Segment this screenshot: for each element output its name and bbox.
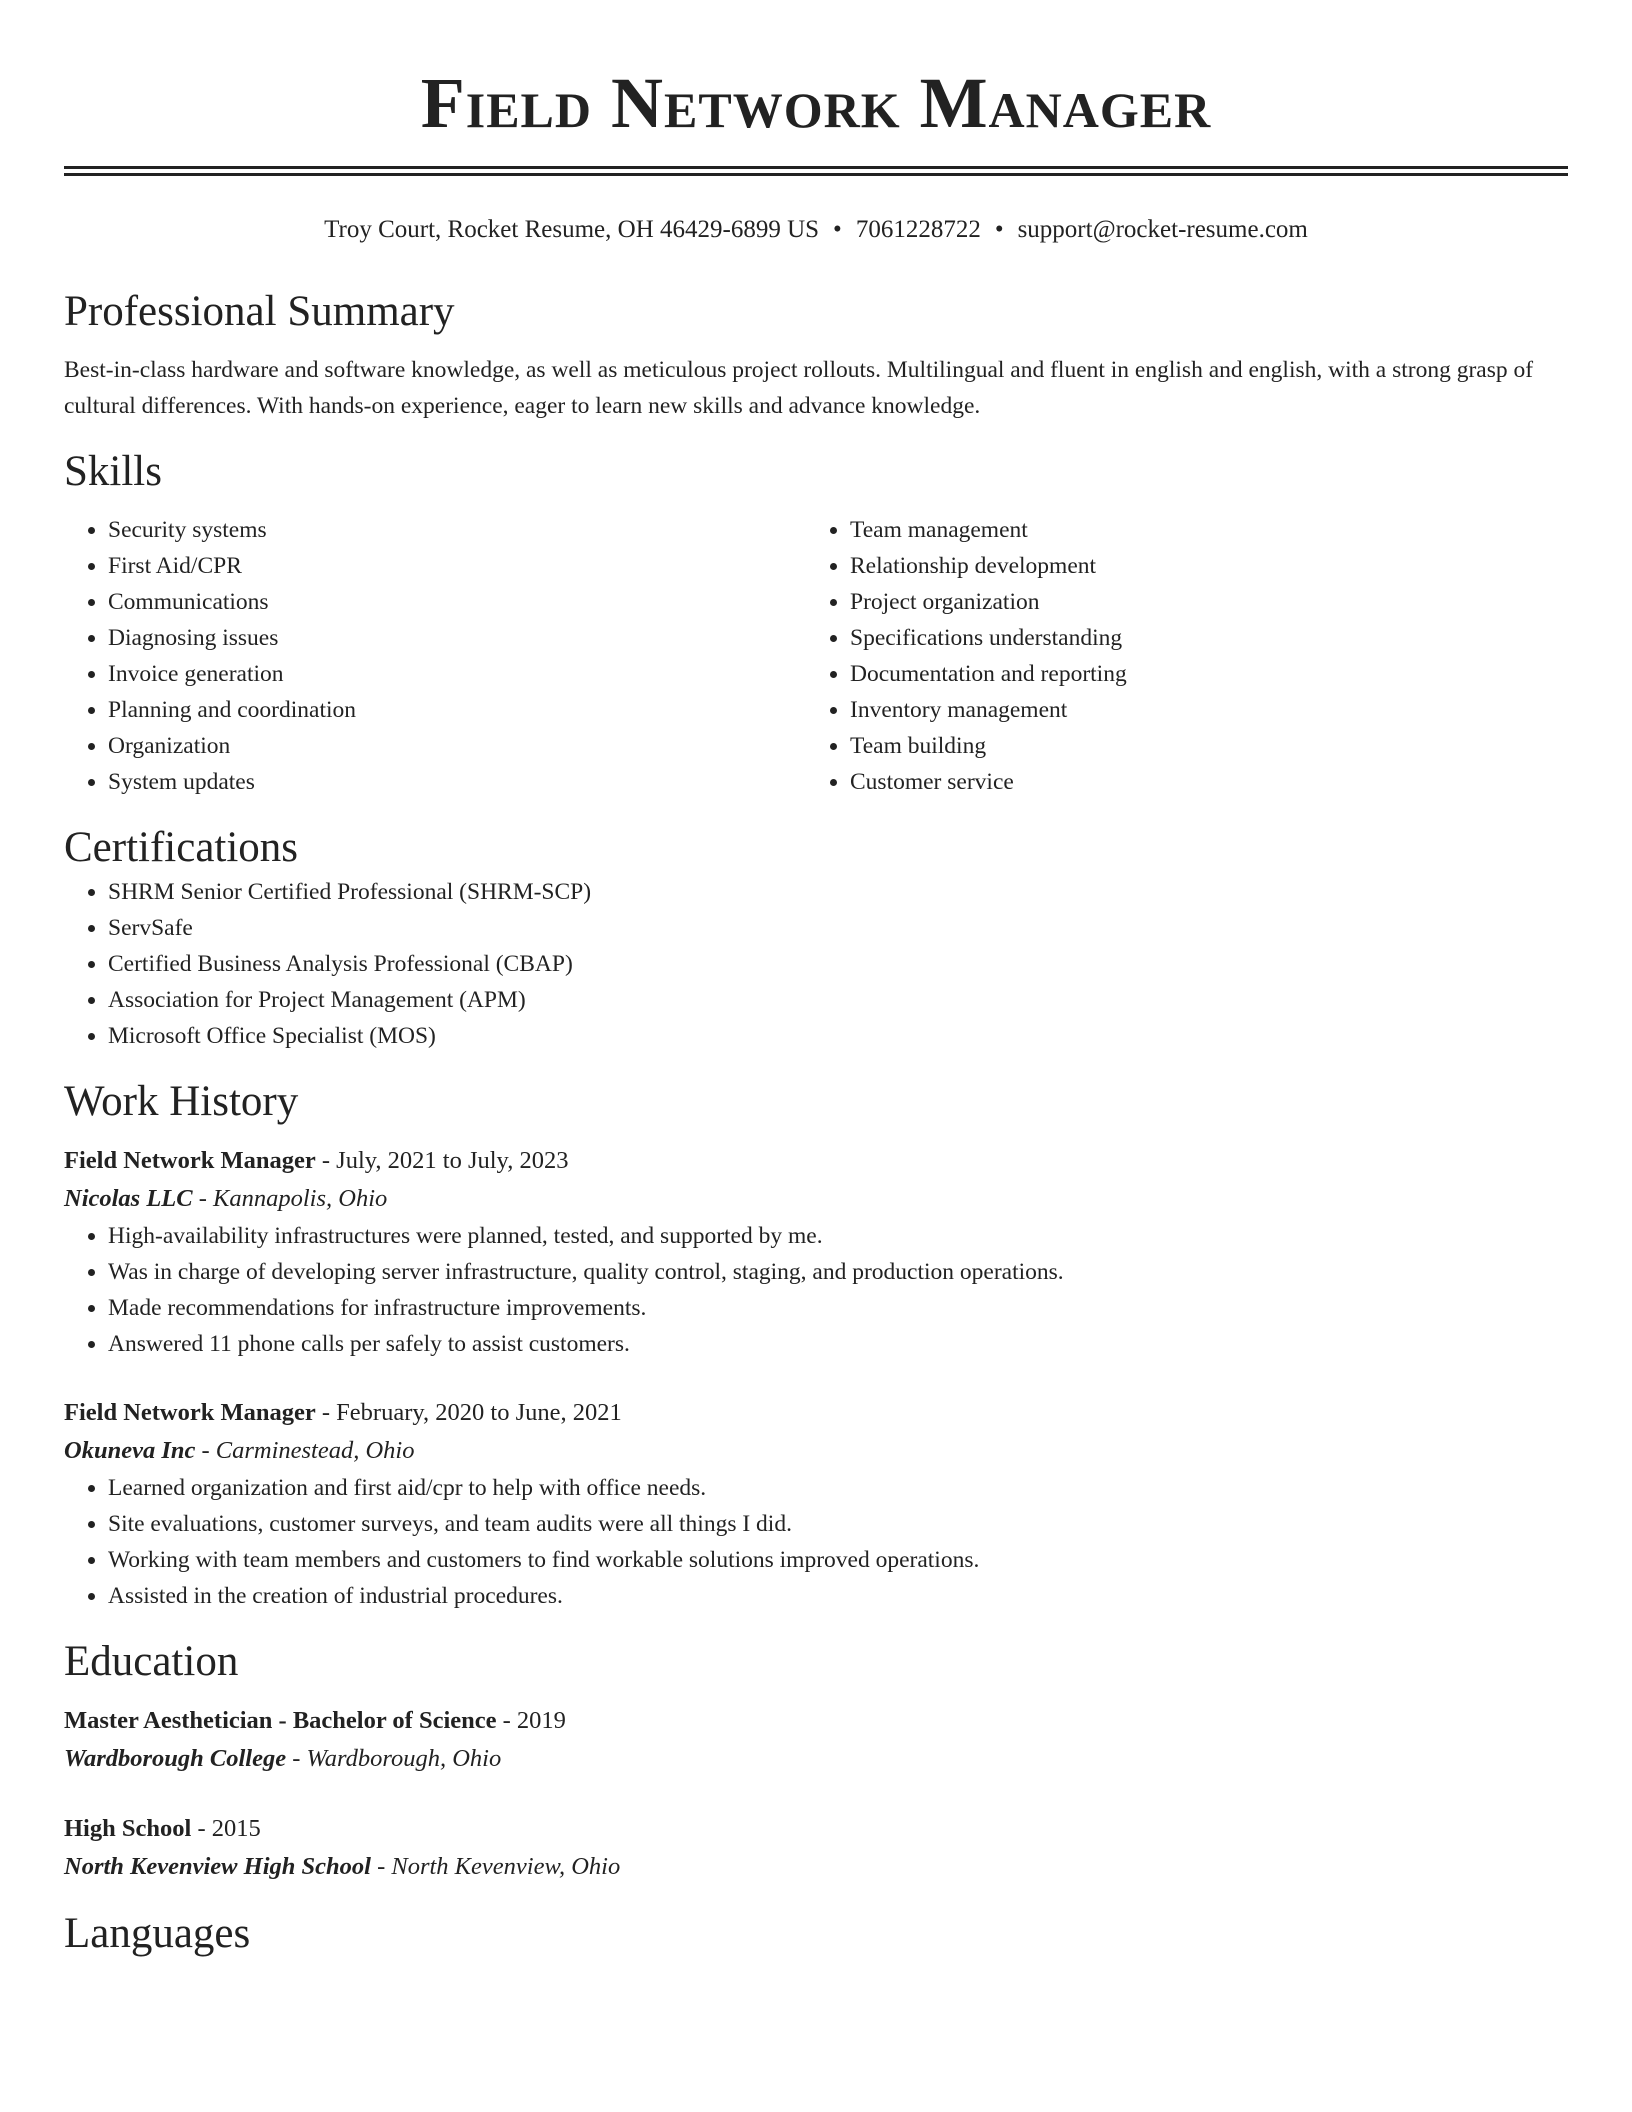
job-location: - Carminestead, Ohio [195, 1437, 415, 1464]
certifications-list [64, 874, 1568, 1054]
job-company-line [64, 1432, 1568, 1470]
job-dates: - July, 2021 to July, 2023 [315, 1147, 569, 1174]
job-bullet: • Made recommendations for infrastructure improvements. [108, 1290, 1568, 1326]
skills-column-right [806, 512, 1548, 800]
education-year: - 2019 [496, 1707, 566, 1734]
contact-email: support@rocket-resume.com [1017, 216, 1308, 243]
job-bullet: • Assisted in the creation of industrial procedures. [108, 1578, 1568, 1614]
skill-item: • Organization [108, 728, 806, 764]
job-bullet: • Learned organization and first aid/cpr to help with office needs. [108, 1470, 1568, 1506]
certification-item: • Association for Project Management (APM) [108, 982, 1568, 1018]
education-degree: Master Aesthetician - Bachelor of Science [64, 1707, 497, 1734]
skill-item: • Inventory management [850, 692, 1548, 728]
skill-item: • First Aid/CPR [108, 548, 806, 584]
skills-columns [64, 512, 1568, 800]
education-entry [64, 1702, 1568, 1778]
separator-dot: • [833, 216, 842, 243]
job-bullet: • Site evaluations, customer surveys, and team audits were all things I did. [108, 1506, 1568, 1542]
skill-item: • Team building [850, 728, 1548, 764]
skill-item: • System updates [108, 764, 806, 800]
skill-item: • Security systems [108, 512, 806, 548]
skill-item: • Relationship development [850, 548, 1548, 584]
job-company-line [64, 1180, 1568, 1218]
summary-heading: Professional Summary [64, 288, 455, 335]
certifications-heading: Certifications [64, 824, 299, 871]
education-school-line [64, 1740, 1568, 1778]
certification-item: • Certified Business Analysis Professional (CBAP) [108, 946, 1568, 982]
skill-item: • Diagnosing issues [108, 620, 806, 656]
skills-column-left [64, 512, 806, 800]
job-bullets [64, 1470, 1568, 1614]
contact-address: Troy Court, Rocket Resume, OH 46429-6899 US [324, 216, 820, 243]
job-bullet: • Answered 11 phone calls per safely to assist customers. [108, 1326, 1568, 1362]
job-title: Field Network Manager [64, 1399, 316, 1426]
resume-title: Field Network Manager [420, 63, 1212, 143]
job-bullet: • Was in charge of developing server infrastructure, quality control, staging, and production operations. [108, 1254, 1568, 1290]
skill-item: • Invoice generation [108, 656, 806, 692]
education-school: Wardborough College [64, 1745, 287, 1772]
certification-item: • Microsoft Office Specialist (MOS) [108, 1018, 1568, 1054]
skill-item: • Customer service [850, 764, 1548, 800]
job-company: Nicolas LLC [64, 1185, 193, 1212]
summary-text: Best-in-class hardware and software knowledge, as well as meticulous project rollouts. Multilingual and fluent in english and english, with a strong grasp of cultural differences. With hands-on experience, eager to learn new skills and advance knowledge. [64, 357, 1534, 419]
skill-item: • Team management [850, 512, 1548, 548]
education-school: North Kevenview High School [64, 1853, 371, 1880]
education-degree: High School [64, 1815, 192, 1842]
certification-item: • SHRM Senior Certified Professional (SHRM-SCP) [108, 874, 1568, 910]
job-company: Okuneva Inc [64, 1437, 196, 1464]
education-location: - North Kevenview, Ohio [370, 1853, 621, 1880]
education-year: - 2015 [191, 1815, 261, 1842]
job-bullet: • Working with team members and customers to find workable solutions improved operations. [108, 1542, 1568, 1578]
contact-line [64, 214, 1568, 246]
job-bullet: • High-availability infrastructures were planned, tested, and supported by me. [108, 1218, 1568, 1254]
skill-item: • Planning and coordination [108, 692, 806, 728]
job-bullets [64, 1218, 1568, 1362]
skill-item: • Communications [108, 584, 806, 620]
job-title-line [64, 1394, 1568, 1432]
work-history-heading: Work History [64, 1078, 299, 1125]
education-school-line [64, 1848, 1568, 1886]
education-degree-line [64, 1702, 1568, 1740]
skill-item: • Documentation and reporting [850, 656, 1548, 692]
job-title: Field Network Manager [64, 1147, 316, 1174]
education-heading: Education [64, 1638, 239, 1685]
education-location: - Wardborough, Ohio [286, 1745, 502, 1772]
job-dates: - February, 2020 to June, 2021 [315, 1399, 622, 1426]
contact-phone: 7061228722 [855, 216, 981, 243]
job-entry [64, 1394, 1568, 1614]
certification-item: • ServSafe [108, 910, 1568, 946]
skills-heading: Skills [64, 448, 162, 495]
job-location: - Kannapolis, Ohio [192, 1185, 388, 1212]
skills-list-left [64, 512, 806, 800]
title-double-rule [64, 166, 1568, 176]
skills-list-right [806, 512, 1548, 800]
skill-item: • Project organization [850, 584, 1548, 620]
job-entry [64, 1142, 1568, 1362]
skill-item: • Specifications understanding [850, 620, 1548, 656]
languages-heading: Languages [64, 1910, 251, 1957]
education-entry [64, 1810, 1568, 1886]
education-degree-line [64, 1810, 1568, 1848]
job-title-line [64, 1142, 1568, 1180]
separator-dot: • [994, 216, 1004, 243]
